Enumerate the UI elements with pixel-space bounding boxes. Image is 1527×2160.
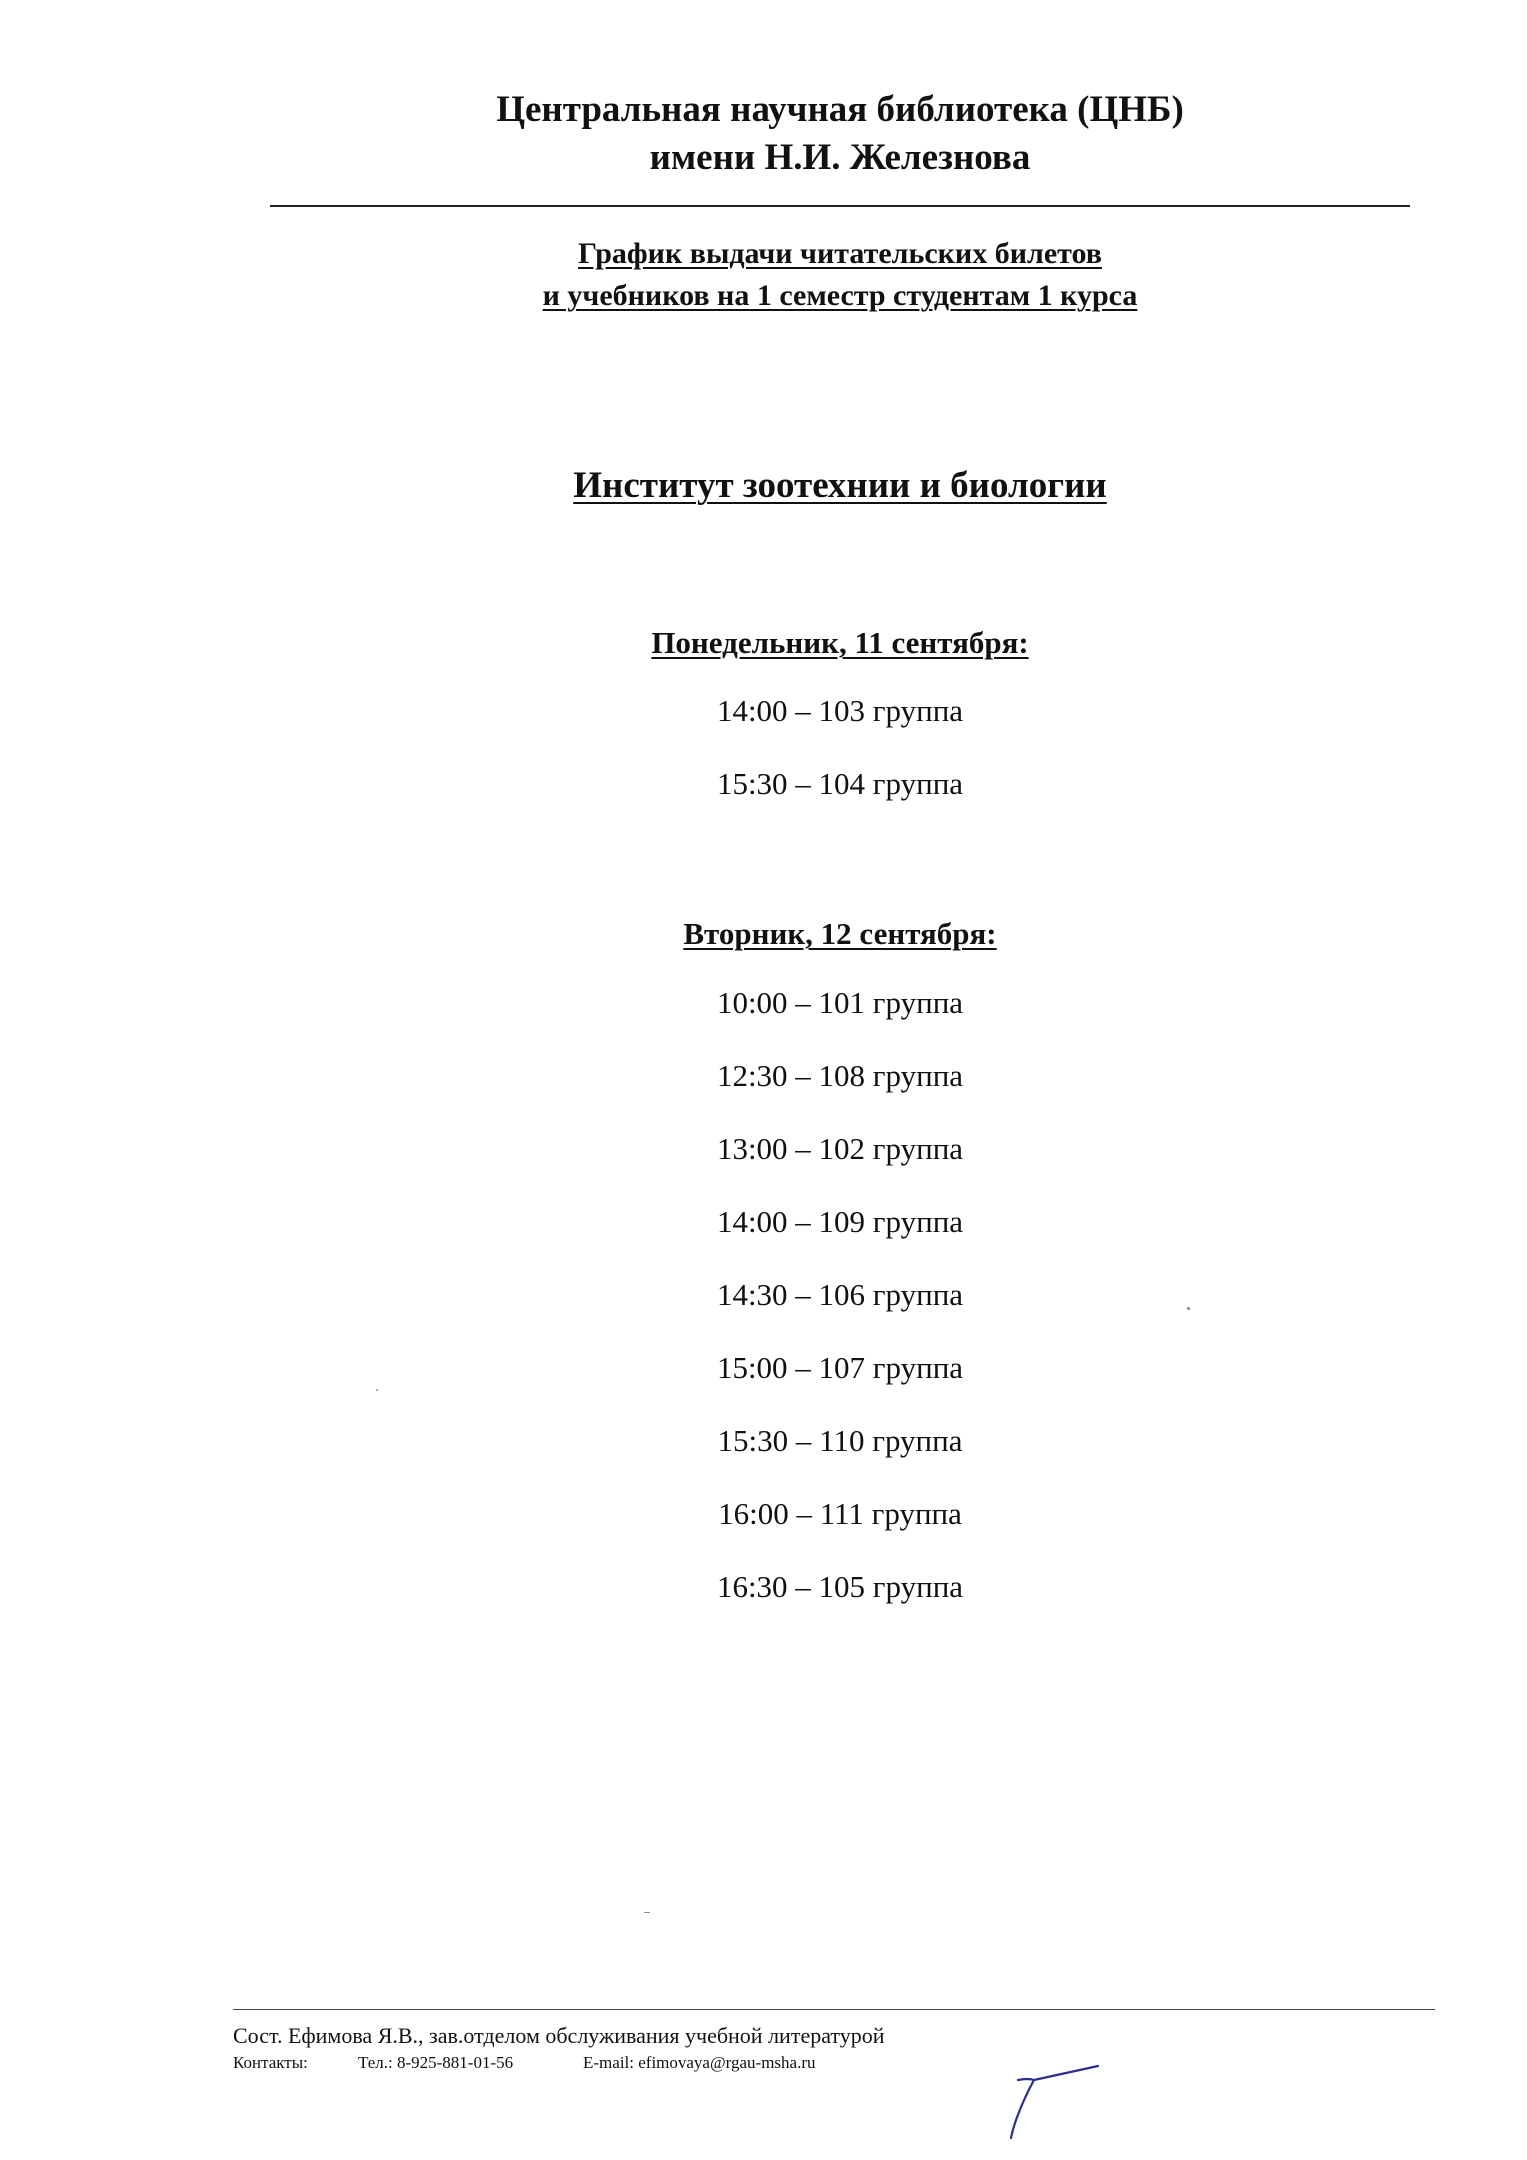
- schedule-slot: 14:00 – 109 группа: [716, 1204, 964, 1239]
- schedule-slot: 16:30 – 105 группа: [716, 1569, 964, 1604]
- footer-contacts: [233, 2052, 816, 2074]
- schedule-slot: 14:00 – 103 группа: [716, 693, 964, 728]
- day-heading-tuesday: Вторник, 12 сентября:: [683, 916, 997, 951]
- schedule-subtitle-line1: График выдачи читательских билетов: [578, 237, 1102, 270]
- scan-speck: [1187, 1307, 1190, 1310]
- schedule-subtitle: [270, 233, 1410, 317]
- schedule-slot: 15:30 – 110 группа: [717, 1423, 963, 1458]
- day-heading-monday: Понедельник, 11 сентября:: [651, 625, 1029, 660]
- schedule-slot: 12:30 – 108 группа: [716, 1058, 964, 1093]
- contact-email: E-mail: efimovaya@rgau-msha.ru: [583, 2053, 816, 2072]
- library-title: [270, 86, 1410, 182]
- schedule-slot: 14:30 – 106 группа: [716, 1277, 964, 1312]
- schedule-slot: 15:00 – 107 группа: [716, 1350, 964, 1385]
- contact-phone: Тел.: 8-925-881-01-56: [358, 2053, 514, 2072]
- contacts-label: Контакты:: [233, 2053, 308, 2072]
- signature-icon: [1000, 2058, 1120, 2148]
- scan-speck: [376, 1389, 378, 1391]
- scan-speck: [644, 1912, 650, 1913]
- library-title-line2: имени Н.И. Железнова: [649, 137, 1031, 178]
- footer-divider: [233, 2009, 1435, 2010]
- schedule-slot: 16:00 – 111 группа: [718, 1496, 962, 1531]
- schedule-slot: 13:00 – 102 группа: [716, 1131, 964, 1166]
- library-title-line1: Центральная научная библиотека (ЦНБ): [496, 89, 1184, 130]
- schedule-slot: 10:00 – 101 группа: [716, 985, 964, 1020]
- schedule-slot: 15:30 – 104 группа: [716, 766, 964, 801]
- footer-compiled-by: Сост. Ефимова Я.В., зав.отделом обслуживания учебной литературой: [233, 2023, 885, 2048]
- institute-heading: Институт зоотехнии и биологии: [573, 465, 1107, 506]
- schedule-subtitle-line2: и учебников на 1 семестр студентам 1 курса: [542, 279, 1138, 312]
- header-divider: [270, 205, 1410, 207]
